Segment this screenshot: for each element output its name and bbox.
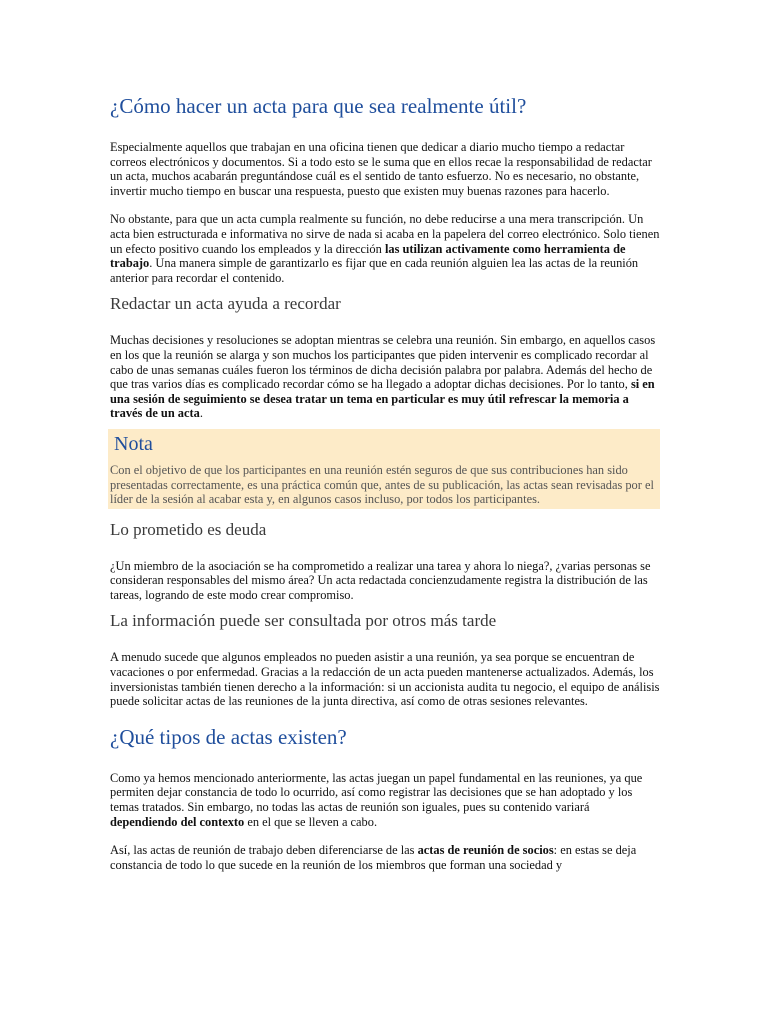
paragraph-function	[110, 212, 660, 285]
paragraph-function-text-a: No obstante, para que un acta cumpla realmente su función, no debe reducirse a una mera transcripción. Un acta bien estructurada e informativa no sirve de nada si acaba en la papelera del correo electrónico. Solo tienen un efecto positivo cuando los empleados y la dirección	[110, 212, 660, 256]
heading-recordar: Redactar un acta ayuda a recordar	[110, 294, 341, 314]
paragraph-tipos	[110, 771, 660, 829]
paragraph-function-text-c: . Una manera simple de garantizarlo es fijar que en cada reunión alguien lea las actas de la reunión anterior para recordar el contenido.	[110, 256, 639, 285]
paragraph-socios	[110, 843, 660, 872]
heading-tipos: ¿Qué tipos de actas existen?	[110, 724, 347, 749]
note-body: Con el objetivo de que los participantes en una reunión estén seguros de que sus contribuciones han sido presentadas correctamente, es una práctica común que, antes de su publicación, las actas sean revisadas por el líder de la sesión al acabar esta y, en algunos casos incluso, por todos los participantes.	[110, 462, 654, 507]
document-page	[110, 92, 660, 886]
paragraph-function-bold: las utilizan activamente como herramienta de trabajo	[110, 241, 626, 271]
paragraph-recordar-text-c: .	[199, 406, 203, 421]
paragraph-socios-text-a: Así, las actas de reunión de trabajo deben diferenciarse de las	[110, 843, 418, 858]
intro-paragraph: Especialmente aquellos que trabajan en una oficina tienen que dedicar a diario mucho tiempo a redactar correos electrónicos y documentos. Si a todo esto se le suma que en ellos recae la responsabilidad de redactar un acta, muchos acabarán preguntándose cuál es el sentido de tanto esfuerzo. No es necesario, no obstante, invertir mucho tiempo en buscar una respuesta, puesto que existen muy buenas razones para hacerlo.	[110, 140, 652, 198]
paragraph-recordar-bold: si en una sesión de seguimiento se desea tratar un tema en particular es muy útil refrescar la memoria a través de un acta	[110, 377, 655, 421]
paragraph-tipos-bold: dependiendo del contexto	[110, 814, 245, 829]
paragraph-tipos-text-a: Como ya hemos mencionado anteriormente, las actas juegan un papel fundamental en las reuniones, ya que permiten dejar constancia de todo lo ocurrido, así como registrar las decisiones que se han adoptado y los temas tratados. Sin embargo, no todas las actas de reunión son iguales, pues su contenido variará	[110, 770, 643, 815]
paragraph-socios-text-c: : en estas se deja constancia de todo lo que sucede en la reunión de los miembros que forman una sociedad y	[110, 843, 637, 872]
paragraph-recordar-text-a: Muchas decisiones y resoluciones se adoptan mientras se celebra una reunión. Sin embargo, en aquellos casos en los que la reunión se alarga y son muchos los participantes que piden intervenir es complicado recordar al cabo de unas semanas cuáles fueron los términos de dicha decisión palabra por palabra. Además del hecho de que tras varios días es complicado recordar cómo se ha llegado a adoptar dichas decisiones. Por lo tanto,	[110, 333, 656, 392]
paragraph-tipos-text-c: en el que se lleven a cabo.	[244, 814, 378, 829]
heading-deuda: Lo prometido es deuda	[110, 519, 267, 539]
note-title: Nota	[114, 432, 153, 455]
heading-informacion: La información puede ser consultada por otros más tarde	[110, 611, 497, 631]
note-box	[108, 429, 660, 509]
paragraph-deuda: ¿Un miembro de la asociación se ha comprometido a realizar una tarea y ahora lo niega?, ¿varias personas se consideran responsables del mismo área? Un acta redactada concienzudamente registra la distribución de las tareas, logrando de este modo crear compromiso.	[110, 558, 651, 602]
paragraph-informacion: A menudo sucede que algunos empleados no pueden asistir a una reunión, ya sea porque se encuentran de vacaciones o por enfermedad. Gracias a la redacción de un acta pueden mantenerse actualizados. Además, los inversionistas también tienen derecho a la información: si un accionista audita tu negocio, el equipo de análisis puede solicitar actas de las reuniones de la junta directiva, así como de otras sesiones relevantes.	[110, 650, 660, 709]
main-heading: ¿Cómo hacer un acta para que sea realmente útil?	[110, 94, 527, 118]
paragraph-socios-bold: actas de reunión de socios	[417, 843, 554, 858]
paragraph-recordar	[110, 333, 660, 421]
